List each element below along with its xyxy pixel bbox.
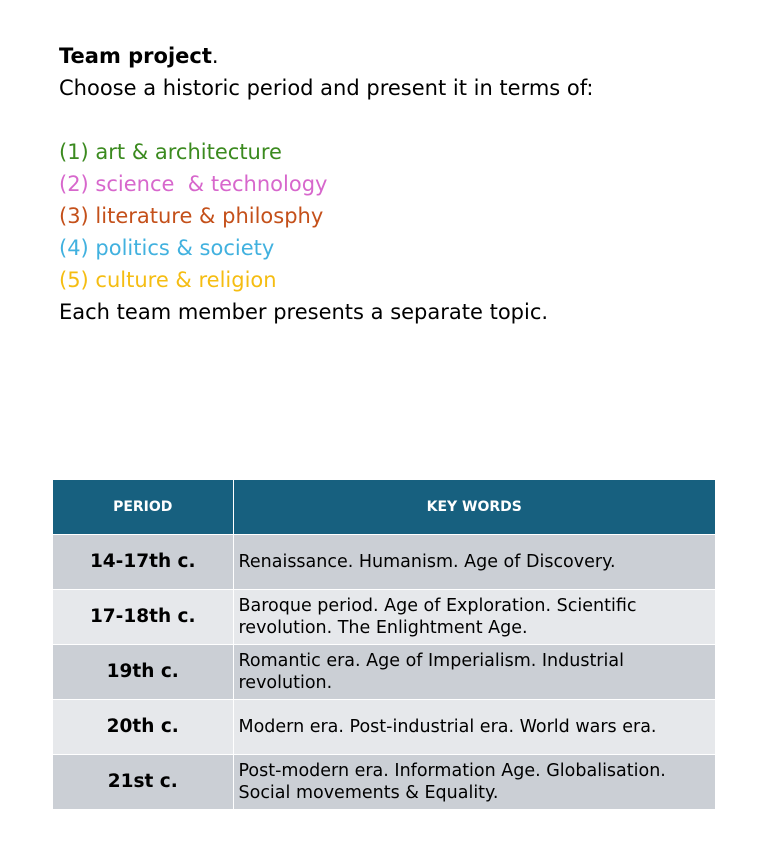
key-words-cell: Baroque period. Age of Exploration. Scientific revolution. The Enlightment Age.: [233, 590, 715, 645]
key-words-cell: Modern era. Post-industrial era. World wars era.: [233, 700, 715, 755]
closing-text: Each team member presents a separate topic.: [59, 300, 549, 324]
key-words-cell: Post-modern era. Information Age. Globalisation. Social movements & Equality.: [233, 755, 715, 810]
table-row: [53, 755, 715, 810]
period-column-header: PERIOD: [53, 480, 233, 535]
topic-politics-society: (4) politics & society: [59, 236, 275, 260]
topic-culture-religion: (5) culture & religion: [59, 268, 277, 292]
table-row: [53, 645, 715, 700]
table-row: [53, 700, 715, 755]
title-bold-text: Team project: [59, 44, 212, 68]
title-period: .: [211, 44, 219, 68]
key-words-cell: Romantic era. Age of Imperialism. Industrial revolution.: [233, 645, 715, 700]
topic-art-architecture: (1) art & architecture: [59, 140, 282, 164]
instruction-text: Choose a historic period and present it in terms of:: [59, 76, 594, 100]
assignment-title: [59, 40, 594, 72]
period-cell: 21st c.: [53, 755, 233, 810]
period-table: [53, 480, 715, 809]
period-cell: 20th c.: [53, 700, 233, 755]
key-words-cell: Renaissance. Humanism. Age of Discovery.: [233, 535, 715, 590]
topic-list: [59, 136, 594, 296]
period-cell: 17-18th c.: [53, 590, 233, 645]
table-row: [53, 535, 715, 590]
topic-literature-philosophy: (3) literature & philosphy: [59, 204, 324, 228]
assignment-text: [59, 40, 594, 328]
period-cell: 19th c.: [53, 645, 233, 700]
period-cell: 14-17th c.: [53, 535, 233, 590]
topic-science-technology: (2) science & technology: [59, 172, 328, 196]
table-row: [53, 590, 715, 645]
key-words-column-header: KEY WORDS: [233, 480, 715, 535]
table-header-row: [53, 480, 715, 535]
